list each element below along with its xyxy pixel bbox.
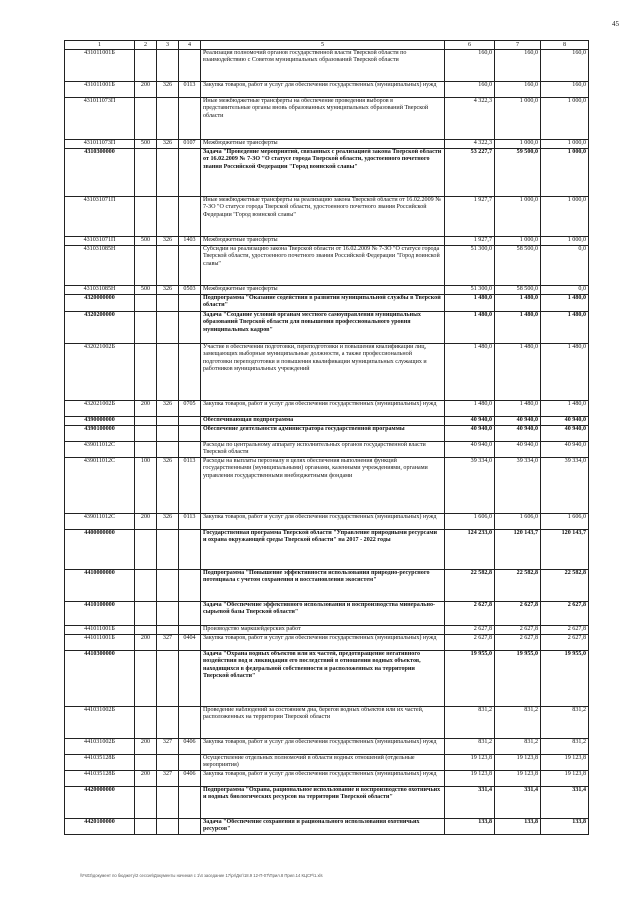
table-row (65, 819, 589, 835)
admin-cell (157, 787, 179, 819)
table-row (65, 755, 589, 771)
description-cell: Иные межбюджетные трансферты на реализацию закона Тверской области от 16.02.2009 № 7-ЗО "О статусе города Тверской области, удостоенного почетного звания Российской Федерации "Город воинской славы" (201, 197, 445, 237)
header-cell: 5 (201, 41, 445, 50)
type-cell: 500 (135, 286, 157, 295)
file-path-footer: \\Fs03\документ по бюджету\2 сессия\Документы начиная с 1\4 заседание 17\pr\Дкт\18.9 12-П-07\Прил.8 Прил.14 КЦСР\1.xls (80, 873, 323, 878)
amount-cell: 19 955,0 (495, 651, 541, 707)
section-cell (179, 417, 201, 426)
amount-cell: 1 480,0 (445, 295, 495, 312)
description-cell: Задача "Создание условий органам местного самоуправления муниципальных образований Тверской области для повышения профессионального уровня муниципальных кадров" (201, 312, 445, 344)
header-cell: 4 (179, 41, 201, 50)
code-cell: 441035128Б (65, 771, 135, 787)
description-cell: Межбюджетные трансферты (201, 237, 445, 246)
table-row (65, 98, 589, 140)
amount-cell: 40 940,0 (541, 417, 589, 426)
amount-cell: 0,0 (541, 286, 589, 295)
table-row (65, 149, 589, 197)
code-cell: 4410000000 (65, 570, 135, 602)
code-cell: 431011001Б (65, 50, 135, 82)
section-cell: 0113 (179, 458, 201, 514)
code-cell: 4400000000 (65, 530, 135, 570)
amount-cell: 51 300,0 (445, 286, 495, 295)
amount-cell: 160,0 (445, 82, 495, 98)
amount-cell: 1 000,0 (495, 140, 541, 149)
admin-cell (157, 651, 179, 707)
description-cell: Задача "Обеспечение эффективного использования и воспроизводства минерально-сырьевой базы Тверской области" (201, 602, 445, 626)
admin-cell: 326 (157, 286, 179, 295)
table-row (65, 246, 589, 286)
amount-cell: 40 940,0 (495, 417, 541, 426)
table-row (65, 140, 589, 149)
code-cell: 4390100000 (65, 426, 135, 442)
amount-cell: 0,0 (541, 246, 589, 286)
code-cell: 431031085Н (65, 246, 135, 286)
admin-cell: 327 (157, 635, 179, 651)
amount-cell: 133,8 (541, 819, 589, 835)
section-cell (179, 602, 201, 626)
amount-cell: 1 480,0 (495, 295, 541, 312)
amount-cell: 51 300,0 (445, 246, 495, 286)
amount-cell: 2 627,8 (495, 602, 541, 626)
description-cell: Задача "Обеспечение сохранения и рационального использования охотничьих ресурсов" (201, 819, 445, 835)
description-cell: Закупка товаров, работ и услуг для обеспечения государственных (муниципальных) нужд (201, 401, 445, 417)
amount-cell: 53 227,7 (445, 149, 495, 197)
amount-cell: 133,8 (495, 819, 541, 835)
description-cell: Задача "Проведение мероприятий, связанных с реализацией закона Тверской области от 16.02.2009 № 7-ЗО "О статусе города Тверской области, удостоенного почетного звания Российской Федерации "Город воинской славы" (201, 149, 445, 197)
admin-cell: 326 (157, 514, 179, 530)
section-cell (179, 295, 201, 312)
amount-cell: 19 955,0 (445, 651, 495, 707)
amount-cell: 160,0 (541, 82, 589, 98)
amount-cell: 120 143,7 (541, 530, 589, 570)
amount-cell: 2 627,8 (541, 626, 589, 635)
table-row (65, 197, 589, 237)
amount-cell: 124 233,0 (445, 530, 495, 570)
type-cell: 500 (135, 237, 157, 246)
amount-cell: 1 606,0 (445, 514, 495, 530)
header-cell: 1 (65, 41, 135, 50)
section-cell (179, 50, 201, 82)
amount-cell: 1 480,0 (495, 312, 541, 344)
amount-cell: 133,8 (445, 819, 495, 835)
admin-cell: 326 (157, 82, 179, 98)
amount-cell: 1 480,0 (541, 295, 589, 312)
table-row (65, 626, 589, 635)
admin-cell (157, 295, 179, 312)
type-cell (135, 442, 157, 458)
code-cell: 441011001Б (65, 626, 135, 635)
type-cell (135, 570, 157, 602)
amount-cell: 160,0 (495, 50, 541, 82)
code-cell: 4410100000 (65, 602, 135, 626)
amount-cell: 40 940,0 (541, 426, 589, 442)
table-row (65, 458, 589, 514)
amount-cell: 2 627,8 (541, 635, 589, 651)
type-cell: 200 (135, 771, 157, 787)
admin-cell (157, 50, 179, 82)
code-cell: 441031002Б (65, 739, 135, 755)
type-cell (135, 344, 157, 401)
table-row (65, 570, 589, 602)
code-cell: 4310300000 (65, 149, 135, 197)
amount-cell: 40 940,0 (495, 442, 541, 458)
amount-cell: 19 955,0 (541, 651, 589, 707)
amount-cell: 4 322,3 (445, 98, 495, 140)
admin-cell (157, 602, 179, 626)
admin-cell: 326 (157, 140, 179, 149)
amount-cell: 19 123,8 (541, 771, 589, 787)
section-cell (179, 530, 201, 570)
type-cell (135, 626, 157, 635)
amount-cell: 160,0 (495, 82, 541, 98)
amount-cell: 120 143,7 (495, 530, 541, 570)
table-row (65, 50, 589, 82)
description-cell: Проведение наблюдений за состоянием дна, берегов водных объектов или их частей, расположенных на территории Тверской области (201, 707, 445, 739)
description-cell: Расходы по центральному аппарату исполнительных органов государственной власти Тверской области (201, 442, 445, 458)
amount-cell: 1 000,0 (541, 149, 589, 197)
description-cell: Производство маркшейдерских работ (201, 626, 445, 635)
section-cell: 0113 (179, 514, 201, 530)
table-row (65, 707, 589, 739)
admin-cell (157, 149, 179, 197)
type-cell (135, 149, 157, 197)
section-cell: 0113 (179, 82, 201, 98)
type-cell (135, 530, 157, 570)
amount-cell: 19 123,8 (445, 771, 495, 787)
amount-cell: 331,4 (495, 787, 541, 819)
amount-cell: 1 927,7 (445, 237, 495, 246)
header-cell: 6 (445, 41, 495, 50)
description-cell: Иные межбюджетные трансферты на обеспечение проведения выборов в представительные органы вновь образованных муниципальных образований Тверской области (201, 98, 445, 140)
admin-cell (157, 755, 179, 771)
amount-cell: 1 000,0 (495, 197, 541, 237)
admin-cell (157, 442, 179, 458)
description-cell: Закупка товаров, работ и услуг для обеспечения государственных (муниципальных) нужд (201, 82, 445, 98)
table-row (65, 426, 589, 442)
table-row (65, 417, 589, 426)
amount-cell: 22 582,8 (445, 570, 495, 602)
amount-cell: 1 480,0 (495, 344, 541, 401)
code-cell: 4410300000 (65, 651, 135, 707)
section-cell (179, 570, 201, 602)
amount-cell: 831,2 (495, 707, 541, 739)
description-cell: Обеспечивающая подпрограмма (201, 417, 445, 426)
description-cell: Реализация полномочий органов государственной власти Тверской области по взаимодействию с Советом муниципальных образований Тверской области (201, 50, 445, 82)
table-row (65, 514, 589, 530)
table-row (65, 635, 589, 651)
code-cell: 4320000000 (65, 295, 135, 312)
amount-cell: 58 500,0 (495, 286, 541, 295)
amount-cell: 40 940,0 (445, 426, 495, 442)
section-cell: 0406 (179, 771, 201, 787)
code-cell: 431031071П (65, 237, 135, 246)
header-cell: 3 (157, 41, 179, 50)
description-cell: Обеспечение деятельности администратора государственной программы (201, 426, 445, 442)
amount-cell: 1 480,0 (541, 312, 589, 344)
type-cell: 500 (135, 140, 157, 149)
admin-cell (157, 98, 179, 140)
table-row (65, 295, 589, 312)
amount-cell: 40 940,0 (495, 426, 541, 442)
type-cell: 200 (135, 739, 157, 755)
amount-cell: 160,0 (541, 50, 589, 82)
description-cell: Подпрограмма "Оказание содействия в развитии муниципальной службы в Тверской области" (201, 295, 445, 312)
type-cell: 200 (135, 635, 157, 651)
type-cell (135, 50, 157, 82)
description-cell: Подпрограмма "Охрана, рациональное использование и воспроизводство охотничьих и водных биологических ресурсов на территории Тверской области" (201, 787, 445, 819)
admin-cell (157, 626, 179, 635)
section-cell (179, 755, 201, 771)
type-cell: 100 (135, 458, 157, 514)
admin-cell (157, 530, 179, 570)
budget-table (64, 40, 589, 835)
code-cell: 4390000000 (65, 417, 135, 426)
admin-cell (157, 819, 179, 835)
code-cell: 441031002Б (65, 707, 135, 739)
amount-cell: 831,2 (541, 739, 589, 755)
amount-cell: 1 480,0 (445, 344, 495, 401)
description-cell: Межбюджетные трансферты (201, 286, 445, 295)
admin-cell (157, 707, 179, 739)
type-cell (135, 295, 157, 312)
amount-cell: 40 940,0 (445, 417, 495, 426)
amount-cell: 4 322,3 (445, 140, 495, 149)
amount-cell: 58 500,0 (495, 246, 541, 286)
amount-cell: 331,4 (445, 787, 495, 819)
type-cell: 200 (135, 401, 157, 417)
amount-cell: 2 627,8 (445, 602, 495, 626)
code-cell: 4420000000 (65, 787, 135, 819)
amount-cell: 19 123,8 (495, 755, 541, 771)
section-cell (179, 651, 201, 707)
description-cell: Закупка товаров, работ и услуг для обеспечения государственных (муниципальных) нужд (201, 635, 445, 651)
table-body (65, 50, 589, 835)
amount-cell: 2 627,8 (495, 635, 541, 651)
code-cell: 431011001Б (65, 82, 135, 98)
description-cell: Подпрограмма "Повышение эффективности использования природно-ресурсного потенциала с учетом сохранения и восстановления экосистем" (201, 570, 445, 602)
section-cell: 0406 (179, 739, 201, 755)
type-cell (135, 246, 157, 286)
table-row (65, 771, 589, 787)
amount-cell: 2 627,8 (445, 635, 495, 651)
code-cell: 439011012С (65, 442, 135, 458)
section-cell (179, 149, 201, 197)
code-cell: 439011012С (65, 458, 135, 514)
amount-cell: 19 123,8 (541, 755, 589, 771)
section-cell: 0503 (179, 286, 201, 295)
admin-cell (157, 417, 179, 426)
table-row (65, 602, 589, 626)
type-cell (135, 755, 157, 771)
table-row (65, 286, 589, 295)
description-cell: Закупка товаров, работ и услуг для обеспечения государственных (муниципальных) нужд (201, 514, 445, 530)
type-cell (135, 312, 157, 344)
admin-cell (157, 426, 179, 442)
amount-cell: 1 480,0 (541, 401, 589, 417)
amount-cell: 160,0 (445, 50, 495, 82)
type-cell (135, 417, 157, 426)
section-cell (179, 98, 201, 140)
section-cell (179, 819, 201, 835)
amount-cell: 22 582,8 (541, 570, 589, 602)
amount-cell: 39 334,0 (445, 458, 495, 514)
section-cell: 0404 (179, 635, 201, 651)
amount-cell: 831,2 (445, 707, 495, 739)
amount-cell: 831,2 (541, 707, 589, 739)
code-cell: 441035128Б (65, 755, 135, 771)
description-cell: Межбюджетные трансферты (201, 140, 445, 149)
section-cell (179, 344, 201, 401)
code-cell: 4420100000 (65, 819, 135, 835)
table-row (65, 82, 589, 98)
type-cell: 200 (135, 514, 157, 530)
amount-cell: 1 927,7 (445, 197, 495, 237)
description-cell: Субсидии на реализацию закона Тверской области от 16.02.2009 № 7-ЗО "О статусе города Тверской области, удостоенного почетного звания Российской Федерации "Город воинской славы" (201, 246, 445, 286)
amount-cell: 831,2 (495, 739, 541, 755)
amount-cell: 1 480,0 (445, 312, 495, 344)
description-cell: Осуществление отдельных полномочий в области водных отношений (отдельные мероприятия) (201, 755, 445, 771)
amount-cell: 22 582,8 (495, 570, 541, 602)
amount-cell: 2 627,8 (495, 626, 541, 635)
amount-cell: 1 000,0 (541, 140, 589, 149)
type-cell (135, 707, 157, 739)
code-cell: 439011012С (65, 514, 135, 530)
table-row (65, 787, 589, 819)
amount-cell: 831,2 (445, 739, 495, 755)
page-number: 45 (612, 20, 619, 28)
table-row (65, 651, 589, 707)
type-cell (135, 602, 157, 626)
section-cell (179, 442, 201, 458)
type-cell (135, 426, 157, 442)
type-cell (135, 787, 157, 819)
amount-cell: 1 606,0 (541, 514, 589, 530)
amount-cell: 19 123,8 (445, 755, 495, 771)
code-cell: 4320200000 (65, 312, 135, 344)
code-cell: 431011073П (65, 140, 135, 149)
section-cell (179, 246, 201, 286)
header-cell: 2 (135, 41, 157, 50)
description-cell: Расходы на выплаты персоналу в целях обеспечения выполнения функций государственными (муниципальными) органами, казенными учреждениями, органами управления государственными внебюджетными фондами (201, 458, 445, 514)
table-row (65, 442, 589, 458)
section-cell (179, 197, 201, 237)
code-cell: 431031085Н (65, 286, 135, 295)
admin-cell: 327 (157, 771, 179, 787)
amount-cell: 40 940,0 (541, 442, 589, 458)
table-row (65, 344, 589, 401)
code-cell: 441011001Б (65, 635, 135, 651)
admin-cell (157, 570, 179, 602)
table-row (65, 312, 589, 344)
admin-cell (157, 246, 179, 286)
header-row (65, 41, 589, 50)
code-cell: 432021002Б (65, 401, 135, 417)
amount-cell: 2 627,8 (445, 626, 495, 635)
type-cell (135, 819, 157, 835)
header-cell: 8 (541, 41, 589, 50)
amount-cell: 39 334,0 (495, 458, 541, 514)
description-cell: Государственная программа Тверской области "Управление природными ресурсами и охрана окружающей среды Тверской области" на 2017 - 2022 годы (201, 530, 445, 570)
amount-cell: 1 000,0 (495, 237, 541, 246)
type-cell (135, 197, 157, 237)
table-row (65, 739, 589, 755)
amount-cell: 1 480,0 (445, 401, 495, 417)
section-cell (179, 787, 201, 819)
amount-cell: 39 334,0 (541, 458, 589, 514)
amount-cell: 19 123,8 (495, 771, 541, 787)
description-cell: Закупка товаров, работ и услуг для обеспечения государственных (муниципальных) нужд (201, 771, 445, 787)
amount-cell: 59 500,0 (495, 149, 541, 197)
amount-cell: 40 940,0 (445, 442, 495, 458)
code-cell: 432021002Б (65, 344, 135, 401)
amount-cell: 1 606,0 (495, 514, 541, 530)
amount-cell: 331,4 (541, 787, 589, 819)
section-cell (179, 707, 201, 739)
section-cell: 0107 (179, 140, 201, 149)
section-cell (179, 312, 201, 344)
admin-cell: 326 (157, 458, 179, 514)
amount-cell: 2 627,8 (541, 602, 589, 626)
code-cell: 431011073П (65, 98, 135, 140)
amount-cell: 1 480,0 (495, 401, 541, 417)
admin-cell (157, 312, 179, 344)
amount-cell: 1 000,0 (541, 98, 589, 140)
admin-cell: 326 (157, 237, 179, 246)
section-cell (179, 626, 201, 635)
amount-cell: 1 000,0 (541, 197, 589, 237)
admin-cell (157, 197, 179, 237)
description-cell: Задача "Охрана водных объектов или их частей, предотвращение негативного воздействия вод и ликвидация его последствий в отношении водных объектов, находящихся в федеральной собственности и расположенных на территории Тверской области" (201, 651, 445, 707)
table-row (65, 237, 589, 246)
admin-cell: 327 (157, 739, 179, 755)
section-cell: 1403 (179, 237, 201, 246)
description-cell: Закупка товаров, работ и услуг для обеспечения государственных (муниципальных) нужд (201, 739, 445, 755)
table-row (65, 530, 589, 570)
amount-cell: 1 480,0 (541, 344, 589, 401)
table-row (65, 401, 589, 417)
type-cell (135, 651, 157, 707)
header-cell: 7 (495, 41, 541, 50)
section-cell: 0705 (179, 401, 201, 417)
admin-cell (157, 344, 179, 401)
amount-cell: 1 000,0 (541, 237, 589, 246)
admin-cell: 326 (157, 401, 179, 417)
type-cell: 200 (135, 82, 157, 98)
section-cell (179, 426, 201, 442)
description-cell: Участие в обеспечении подготовки, переподготовки и повышения квалификации лиц, замещающих выборные муниципальные должности, а также профессиональной подготовки переподготовки и повышения квалификации муниципальных служащих и работников муниципальных учреждений (201, 344, 445, 401)
code-cell: 431031071П (65, 197, 135, 237)
type-cell (135, 98, 157, 140)
amount-cell: 1 000,0 (495, 98, 541, 140)
